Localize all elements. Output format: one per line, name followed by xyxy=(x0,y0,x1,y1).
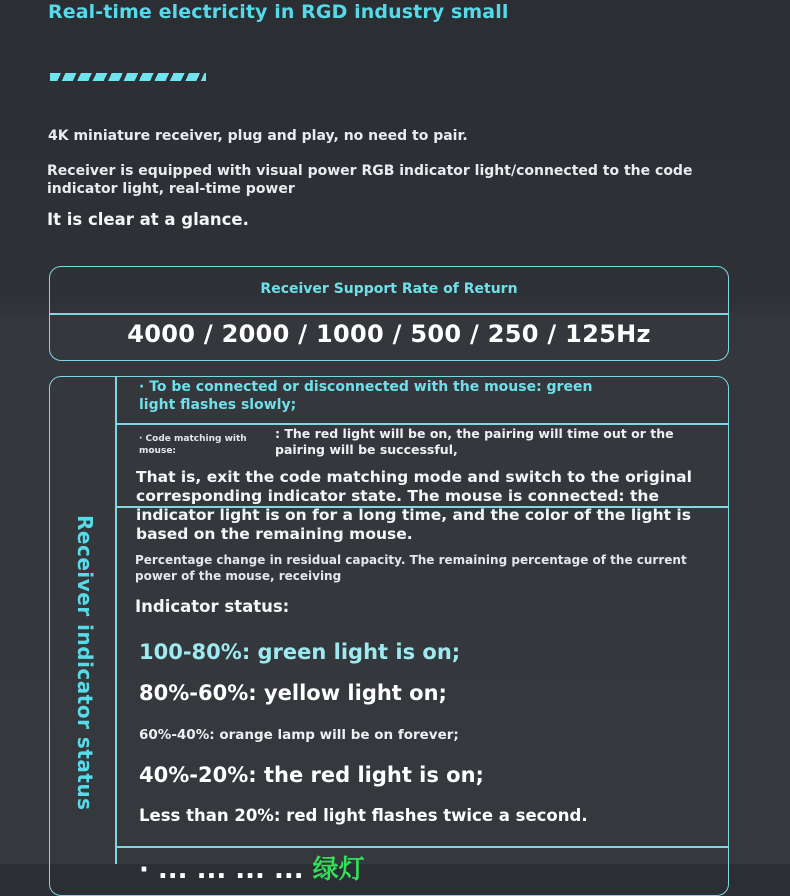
row-divider xyxy=(116,423,728,425)
level-below-20: Less than 20%: red light flashes twice a second. xyxy=(139,806,588,825)
intro-line-2: Receiver is equipped with visual power RGB indicator light/connected to the code indicator light, real-time power xyxy=(47,163,693,197)
intro-line-3: It is clear at a glance. xyxy=(47,210,249,229)
cut-off-text-white: · ... ... ... ... xyxy=(139,855,304,885)
page-title: Real-time electricity in RGD industry small xyxy=(48,1,509,23)
cut-off-text xyxy=(139,849,365,886)
connect-status-text: · To be connected or disconnected with the mouse: green light flashes slowly; xyxy=(139,379,593,413)
indicator-vertical-title-text: Receiver indicator status xyxy=(73,515,97,811)
row-divider xyxy=(116,846,728,848)
cut-off-text-green: 绿灯 xyxy=(312,855,365,885)
level-40-20: 40%-20%: the red light is on; xyxy=(139,763,484,787)
indicator-column-divider xyxy=(115,377,117,864)
rate-divider xyxy=(50,313,728,315)
indicator-vertical-title xyxy=(60,515,110,811)
percentage-text: Percentage change in residual capacity. The remaining percentage of the current power of the mouse, receiving xyxy=(135,553,687,583)
decorative-stripe xyxy=(50,73,206,81)
indicator-status-label: Indicator status: xyxy=(135,597,290,616)
level-100-80: 100-80%: green light is on; xyxy=(139,640,461,664)
rate-title: Receiver Support Rate of Return xyxy=(260,281,518,297)
level-60-40: 60%-40%: orange lamp will be on forever; xyxy=(139,727,459,743)
level-80-60: 80%-60%: yellow light on; xyxy=(139,681,447,705)
rate-values: 4000 / 2000 / 1000 / 500 / 250 / 125Hz xyxy=(127,320,651,348)
exit-mode-text: That is, exit the code matching mode and switch to the original corresponding indicator state. The mouse is connected: the indicator light is on for a long time, and the color of the light is based on the remaining mouse. xyxy=(136,468,692,543)
intro-line-1: 4K miniature receiver, plug and play, no need to pair. xyxy=(48,128,468,144)
code-matching-label: · Code matching with mouse: xyxy=(139,434,247,456)
code-matching-text: : The red light will be on, the pairing will time out or the pairing will be successful, xyxy=(275,426,674,457)
